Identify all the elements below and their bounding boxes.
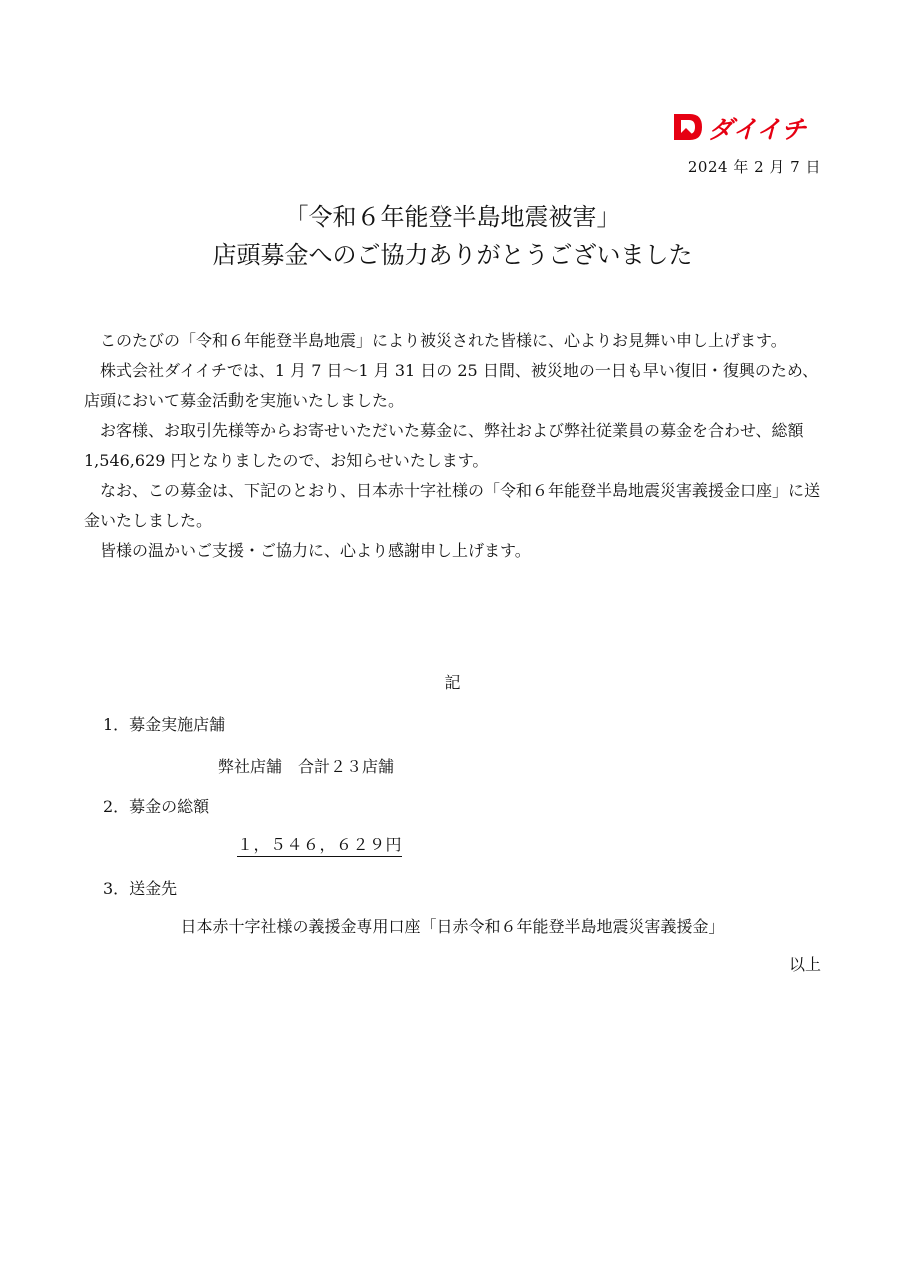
title-line-2: 店頭募金へのご協力ありがとうございました [212, 241, 693, 269]
paragraph-thanks: 皆様の温かいご支援・ご協力に、心より感謝申し上げます。 [100, 541, 531, 560]
logo-text: ダイイチ [708, 115, 807, 144]
item-3-value: 日本赤十字社様の義援金専用口座「日赤令和６年能登半島地震災害義援金」 [180, 917, 725, 936]
item-1-label: 1．募金実施店舗 [103, 715, 226, 734]
daiichi-logo-icon [672, 110, 822, 144]
paragraph-activity: 株式会社ダイイチでは、1 月 7 日～1 月 31 日の 25 日間、被災地の一日も早い復旧・復興のため、店頭において募金活動を実施いたしました。 [84, 361, 819, 410]
paragraph-destination: なお、この募金は、下記のとおり、日本赤十字社様の「令和６年能登半島地震災害義援金口座」に送金いたしました。 [84, 481, 821, 530]
notes-heading: 記 [444, 673, 461, 692]
item-2-value: １，５４６，６２９円 [237, 834, 402, 857]
item-2-label: 2．募金の総額 [103, 797, 210, 816]
item-3-label: 3．送金先 [103, 879, 178, 898]
title-line-1: 「令和６年能登半島地震被害」 [284, 203, 621, 231]
item-1-value: 弊社店舗 合計２３店舗 [218, 757, 395, 776]
paragraph-greeting: このたびの「令和６年能登半島地震」により被災された皆様に、心よりお見舞い申し上げます。 [100, 331, 787, 350]
document-date: 2024 年 2 月 7 日 [687, 158, 821, 176]
company-logo [672, 110, 822, 144]
closing-mark: 以上 [788, 955, 821, 974]
paragraph-total: お客様、お取引先様等からお寄せいただいた募金に、弊社および弊社従業員の募金を合わせ、総額 1,546,629 円となりましたので、お知らせいたします。 [84, 421, 804, 470]
body-text [84, 326, 826, 566]
